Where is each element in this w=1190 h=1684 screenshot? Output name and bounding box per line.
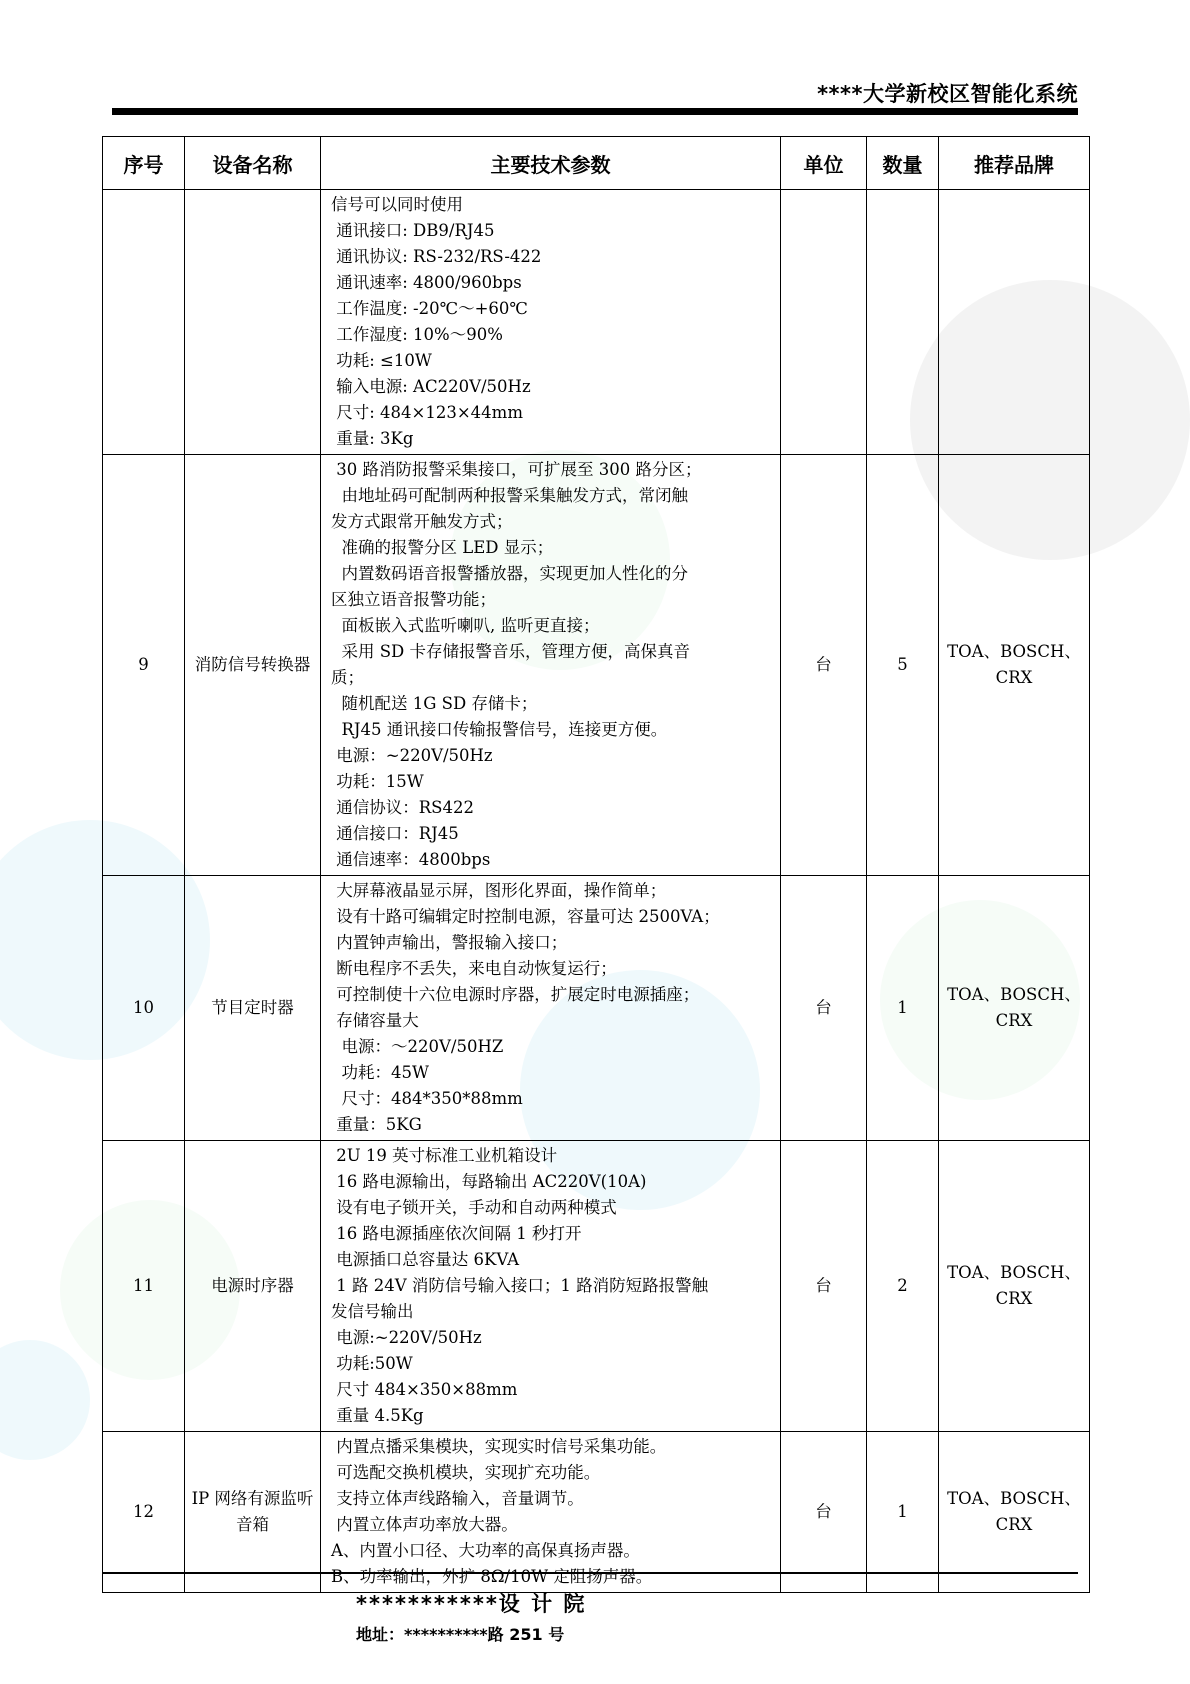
param-line: 存储容量大 <box>331 1011 419 1030</box>
row-unit: 台 <box>781 1141 867 1432</box>
param-line: 功耗：45W <box>331 1063 429 1082</box>
row-no: 12 <box>103 1432 185 1593</box>
param-line: 重量：5KG <box>331 1115 422 1134</box>
row-name: IP 网络有源监听音箱 <box>185 1432 321 1593</box>
row-no: 10 <box>103 876 185 1141</box>
param-line: 重量 4.5Kg <box>331 1406 424 1425</box>
table-header-row <box>103 137 1090 190</box>
row-brand: TOA、BOSCH、CRX <box>939 455 1090 876</box>
param-line: 发方式跟常开触发方式； <box>331 512 513 531</box>
table-row <box>103 190 1090 455</box>
footer-organization: ***********设 计 院 <box>356 1592 587 1616</box>
param-line: 面板嵌入式监听喇叭, 监听更直接； <box>331 616 600 635</box>
param-line: 采用 SD 卡存储报警音乐，管理方便，高保真音 <box>331 642 691 661</box>
param-line: 内置钟声输出，警报输入接口； <box>331 933 568 952</box>
param-line: 通讯速率: 4800/960bps <box>331 273 522 292</box>
param-line: 内置数码语音报警播放器，实现更加人性化的分 <box>331 564 688 583</box>
row-unit <box>781 190 867 455</box>
param-line: 通信接口：RJ45 <box>331 824 459 843</box>
param-line: 工作温度: -20℃～+60℃ <box>331 299 528 318</box>
row-qty: 1 <box>867 876 939 1141</box>
param-line: 内置立体声功率放大器。 <box>331 1515 518 1534</box>
col-header-brand: 推荐品牌 <box>939 137 1090 190</box>
row-no <box>103 190 185 455</box>
col-header-name: 设备名称 <box>185 137 321 190</box>
row-params <box>321 1141 781 1432</box>
row-qty: 2 <box>867 1141 939 1432</box>
param-line: 功耗：15W <box>331 772 424 791</box>
param-line: 通讯接口: DB9/RJ45 <box>331 221 495 240</box>
param-line: 可选配交换机模块，实现扩充功能。 <box>331 1463 601 1482</box>
param-line: 电源：~220V/50Hz <box>331 746 493 765</box>
param-line: 16 路电源输出，每路输出 AC220V(10A) <box>331 1172 647 1191</box>
param-line: 1 路 24V 消防信号输入接口；1 路消防短路报警触 <box>331 1276 709 1295</box>
row-no: 9 <box>103 455 185 876</box>
param-line: 支持立体声线路输入，音量调节。 <box>331 1489 584 1508</box>
col-header-no: 序号 <box>103 137 185 190</box>
param-line: 通信速率：4800bps <box>331 850 491 869</box>
row-params <box>321 1432 781 1593</box>
param-line: 准确的报警分区 LED 显示； <box>331 538 554 557</box>
table-row <box>103 876 1090 1141</box>
row-unit: 台 <box>781 876 867 1141</box>
col-header-params: 主要技术参数 <box>321 137 781 190</box>
param-line: 工作湿度: 10%～90% <box>331 325 503 344</box>
param-line: 断电程序不丢失，来电自动恢复运行； <box>331 959 617 978</box>
table-row <box>103 1141 1090 1432</box>
param-line: 通讯协议: RS-232/RS-422 <box>331 247 542 266</box>
param-line: RJ45 通讯接口传输报警信号，连接更方便。 <box>331 720 668 739</box>
param-line: 电源插口总容量达 6KVA <box>331 1250 520 1269</box>
param-line: 重量: 3Kg <box>331 429 414 448</box>
param-line: 内置点播采集模块，实现实时信号采集功能。 <box>331 1437 667 1456</box>
param-line: 功耗:50W <box>331 1354 413 1373</box>
param-line: 尺寸 484×350×88mm <box>331 1380 518 1399</box>
param-line: 发信号输出 <box>331 1302 414 1321</box>
row-brand <box>939 190 1090 455</box>
param-line: 大屏幕液晶显示屏，图形化界面，操作简单； <box>331 881 667 900</box>
param-line: 电源：～220V/50HZ <box>331 1037 504 1056</box>
row-qty: 5 <box>867 455 939 876</box>
row-name: 电源时序器 <box>185 1141 321 1432</box>
param-line: B、功率输出，外扩 8Ω/10W 定阻扬声器。 <box>331 1567 653 1586</box>
row-brand: TOA、BOSCH、CRX <box>939 1432 1090 1593</box>
row-qty <box>867 190 939 455</box>
param-line: 由地址码可配制两种报警采集触发方式，常闭触 <box>331 486 688 505</box>
param-line: 随机配送 1G SD 存储卡； <box>331 694 538 713</box>
param-line: 区独立语音报警功能； <box>331 590 496 609</box>
param-line: A、内置小口径、大功率的高保真扬声器。 <box>331 1541 640 1560</box>
header-rule <box>112 108 1078 115</box>
param-line: 16 路电源插座依次间隔 1 秒打开 <box>331 1224 582 1243</box>
row-qty: 1 <box>867 1432 939 1593</box>
param-line: 30 路消防报警采集接口，可扩展至 300 路分区； <box>331 460 702 479</box>
param-line: 设有十路可编辑定时控制电源，容量可达 2500VA； <box>331 907 720 926</box>
param-line: 信号可以同时使用 <box>331 195 463 214</box>
param-line: 电源:~220V/50Hz <box>331 1328 482 1347</box>
param-line: 质； <box>331 668 364 687</box>
row-unit: 台 <box>781 455 867 876</box>
row-no: 11 <box>103 1141 185 1432</box>
param-line: 2U 19 英寸标准工业机箱设计 <box>331 1146 558 1165</box>
row-brand: TOA、BOSCH、CRX <box>939 876 1090 1141</box>
row-name <box>185 190 321 455</box>
param-line: 尺寸：484*350*88mm <box>331 1089 523 1108</box>
document-header-title: ****大学新校区智能化系统 <box>817 82 1078 106</box>
row-name: 消防信号转换器 <box>185 455 321 876</box>
param-line: 功耗: ≤10W <box>331 351 432 370</box>
footer-address: 地址：**********路 251 号 <box>356 1625 565 1644</box>
table-row <box>103 455 1090 876</box>
row-params <box>321 455 781 876</box>
param-line: 设有电子锁开关，手动和自动两种模式 <box>331 1198 617 1217</box>
param-line: 尺寸: 484×123×44mm <box>331 403 523 422</box>
param-line: 通信协议：RS422 <box>331 798 474 817</box>
param-line: 可控制使十六位电源时序器，扩展定时电源插座； <box>331 985 700 1004</box>
row-brand: TOA、BOSCH、CRX <box>939 1141 1090 1432</box>
row-name: 节目定时器 <box>185 876 321 1141</box>
row-params <box>321 190 781 455</box>
equipment-spec-table <box>102 136 1090 1593</box>
col-header-unit: 单位 <box>781 137 867 190</box>
row-params <box>321 876 781 1141</box>
row-unit: 台 <box>781 1432 867 1593</box>
col-header-qty: 数量 <box>867 137 939 190</box>
param-line: 输入电源: AC220V/50Hz <box>331 377 531 396</box>
table-row <box>103 1432 1090 1593</box>
